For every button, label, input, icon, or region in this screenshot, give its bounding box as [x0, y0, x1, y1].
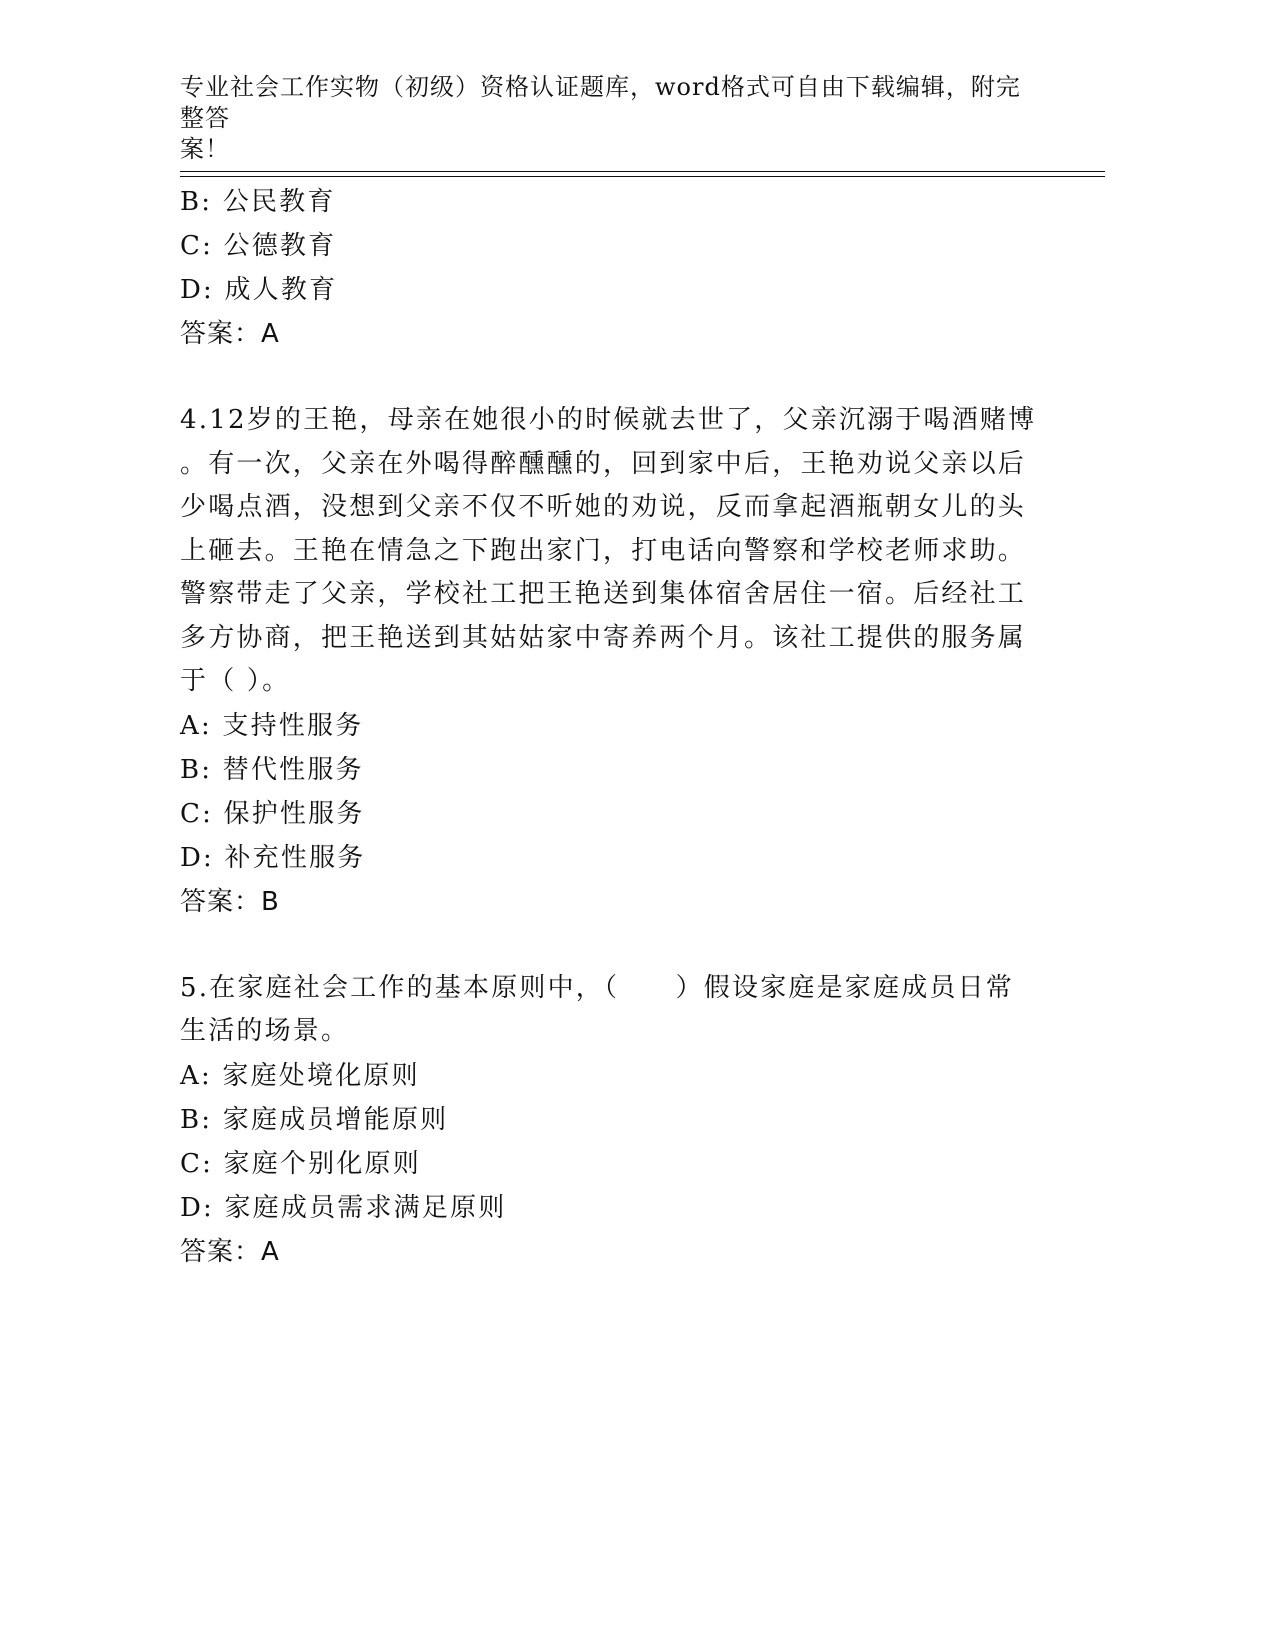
option-text: 家庭成员增能原则: [222, 1104, 449, 1135]
question-line: 少喝点酒，没想到父亲不仅不听她的劝说，反而拿起酒瓶朝女儿的头: [180, 492, 1027, 522]
option-label: B:: [180, 1104, 213, 1135]
question-line: 。有一次，父亲在外喝得醉醺醺的，回到家中后，王艳劝说父亲以后: [180, 448, 1027, 479]
option-b: [180, 180, 1040, 224]
option-label: A:: [180, 1060, 212, 1091]
option-text: 家庭处境化原则: [222, 1060, 420, 1091]
option-label: B:: [180, 187, 213, 217]
option-text: 支持性服务: [222, 710, 364, 741]
header-title-line-1: 专业社会工作实物（初级）资格认证题库，word格式可自由下载编辑，附完整答: [180, 73, 1021, 132]
document-header: [180, 72, 1040, 165]
option-label: C:: [180, 231, 214, 261]
option-a: [180, 704, 1040, 748]
option-d: [180, 268, 1040, 312]
option-text: 保护性服务: [223, 798, 365, 829]
question-line: 警察带走了父亲，学校社工把王艳送到集体宿舍居住一宿。后经社工: [180, 579, 1027, 609]
option-label: A:: [180, 710, 212, 741]
option-text: 成人教育: [224, 275, 338, 305]
option-b: [180, 748, 1040, 792]
option-label: C:: [180, 1148, 214, 1179]
question-3-partial: [180, 180, 1040, 356]
option-text: 公德教育: [223, 231, 337, 261]
document-body: [180, 180, 1040, 1274]
question-line: 生活的场景。: [180, 1016, 350, 1046]
question-line: 上砸去。王艳在情急之下跑出家门，打电话向警察和学校老师求助。: [180, 535, 1027, 566]
option-text: 补充性服务: [224, 842, 366, 873]
question-line: 5.在家庭社会工作的基本原则中，（ ）假设家庭是家庭成员日常: [180, 972, 1015, 1003]
question-line: 4.12岁的王艳，母亲在她很小的时候就去世了，父亲沉溺于喝酒赌博: [180, 405, 1037, 435]
question-text: [180, 967, 1040, 1054]
question-text: [180, 399, 1040, 704]
answer: 答案：B: [180, 886, 280, 917]
question-5: [180, 967, 1040, 1274]
option-b: [180, 1098, 1040, 1142]
option-text: 替代性服务: [222, 754, 364, 785]
header-title-line-2: 案！: [180, 135, 230, 163]
option-label: B:: [180, 754, 213, 785]
header-rule-bottom: [180, 176, 1105, 177]
header-rule-top: [180, 171, 1105, 172]
option-a: [180, 1054, 1040, 1098]
question-4: [180, 399, 1040, 924]
option-text: 家庭个别化原则: [223, 1148, 421, 1179]
answer: 答案：A: [180, 319, 280, 349]
option-label: D:: [180, 842, 215, 873]
option-text: 公民教育: [222, 187, 336, 217]
answer: 答案：A: [180, 1236, 280, 1267]
option-d: [180, 1186, 1040, 1230]
option-c: [180, 792, 1040, 836]
question-line: 多方协商，把王艳送到其姑姑家中寄养两个月。该社工提供的服务属: [180, 622, 1027, 653]
option-c: [180, 224, 1040, 268]
option-label: C:: [180, 798, 214, 829]
option-label: D:: [180, 1192, 215, 1223]
option-d: [180, 836, 1040, 880]
option-text: 家庭成员需求满足原则: [224, 1192, 507, 1223]
question-line: 于（ ）。: [180, 666, 291, 696]
option-label: D:: [180, 275, 215, 305]
option-c: [180, 1142, 1040, 1186]
